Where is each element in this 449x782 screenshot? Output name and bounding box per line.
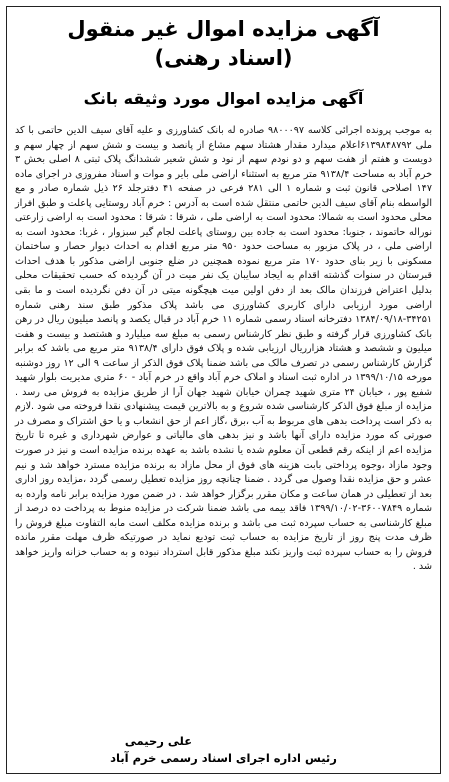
auction-notice — [6, 6, 441, 774]
notice-body: به موجب پرونده اجرائی کلاسه ۹۸۰۰۰۹۷ صادره له بانک کشاورزی و علیه آقای سیف الدین حاتمی با کد ملی ۶۱۳۹۸۴۸۷۹۲اعلام میدارد مقدار هشتاد سهم مشاع از پانصد و بیست و شش سهم از چهار سهم و دویست و هفتم از هفت سهم و دو نودم سهم از نود و شش شعیر ششدانگ پلاک ثبتی ۸ اصلی بخش ۳ خرم آباد به مساحت ۹۱۳۸/۴ متر مربع به استثناء اراضی ملی بایر و موات و اسناد مفروزی در اجرای ماده ۱۴۷ اصلاحی قانون ثبت و شماره ۱ الی ۲۸۱ فرعی در صفحه ۴۱ دفترجلد ۲۶ ذیل شماره صادر و مع الواسطه بنام آقای سیف الدین حاتمی منتقل شده است به آدرس : خرم آباد روستایی پاعلت و طبق افراز محلی محدود است به شمالا: محدود است به اراضی ملی ، شرقا : شرقا : محدود است به اراضی زارعتی نوراله حاتموند ، جنوبا: محدود است به جاده بین روستای پاعلت لجام گیر سبزوار ، غربا: محدود است به اراضی ملی ، در پلاک مزبور به مساحت حدود ۹۵۰ متر مربع اقدام به احداث دیوار حصار و ساختمان مسکونی با زیر بنای حدود ۱۷۰ متر مربع نموده همچنین در ضلع جنوبی اراضی مذکور با هدف احداث قبرستان در سنوات گذشته اقدام به ایجاد سایبان یک نفر میت در آن گردیده که حسب تحقیقات محلی بدلیل اعتراض فرزندان مالک بعد از دفن اولین میت هیچگونه میتی در آن دفن نگردیده است و ما بقی اراضی مورد ارزیابی دارای کاربری کشاورزی می باشد پلاک مذکور طبق سند رهنی شماره ۳۴۲۵۱-۱۳۸۴/۰۹/۱۸ دفترخانه اسناد رسمی شماره ۱۱ خرم آباد در قبال یکصد و پانصد میلیون ریال در رهن بانک کشاورزی قرار گرفته و طبق نظر کارشناس رسمی به مبلغ سه میلیارد و هشتصد و بیست و هفت میلیون و ششصد و هشتاد هزارریال ارزیابی شده و پلاک فوق دارای ۹۱۳۸/۴ متر مربع می باشد که برابر گزارش کارشناس رسمی در تصرف مالک می باشد ضمنا پلاک فوق الذکر از ساعت ۹ الی ۱۲ روز دوشنبه مورخه ۱۳۹۹/۱۰/۱۵ در اداره ثبت اسناد و املاک خرم آباد واقع در خرم آباد - ۶۰ متری مدیریت بلوار شهید شفیع پور ، خیابان ۲۴ متری شهید چمران خیابان شهید جهان آرا از طریق مزایده به فروش می رسد . مزایده از مبلغ فوق الذکر کارشناسی شده شروع و به بالاترین قیمت پیشنهادی نقدا فروخته می شود .لازم به ذکر است پرداخت بدهی های مربوط به آب ،برق ،گاز اعم از حق انشعاب و یا حق اشتراک و مصرف در صورتی که مورد مزایده دارای آنها باشد و نیز بدهی های مالیاتی و عوارض شهرداری و غیره تا تاریخ مزایده اعم از اینکه رقم قطعی آن معلوم شده یا نشده باشد به عهده برنده مزایده است و نیز در صورت وجود مازاد ،وجوه پرداختی بابت هزینه های فوق از محل مازاد به برنده مزایده مسترد خواهد شد و نیم عشر و حق مزایده نقدا وصول می گردد . ضمنا چنانچه روز مزایده تعطیل رسمی گردد ،مزایده روز اداری بعد از تعطیلی در همان ساعت و مکان مقرر برگزار خواهد شد . در ضمن مورد مزایده برابر نامه وارده به شماره ۳۶۰۰۷۸۴۹-۱۳۹۹/۱۰/۰۲ فاقد بیمه می باشد ضمنا شرکت در مزایده منوط به پرداخت ده درصد از مبلغ کارشناسی به حساب سپرده ثبت می باشد و برنده مزایده مکلف است مابه التفاوت مبلغ فروش را ظرف مدت پنج روز از تاریخ مزایده به حساب ثبت تودیع نماید در صورتیکه ظرف مهلت مقرر مانده فروش را به حساب سپرده ثبت واریز نکند مبلغ مذکور قابل استرداد نبوده و به حساب خزانه واریز خواهد شد . — [15, 125, 433, 573]
notice-subtitle: (اسناد رهنی) — [154, 46, 293, 70]
signer-title: رئیس اداره اجرای اسناد رسمی خرم آباد — [110, 751, 337, 765]
notice-title: آگهی مزایده اموال غیر منقول — [67, 17, 380, 41]
notice-heading: آگهی مزایده اموال مورد وثیقه بانک — [83, 89, 364, 108]
signer-name: علی رحیمی — [124, 734, 193, 748]
signature-block — [15, 733, 432, 767]
